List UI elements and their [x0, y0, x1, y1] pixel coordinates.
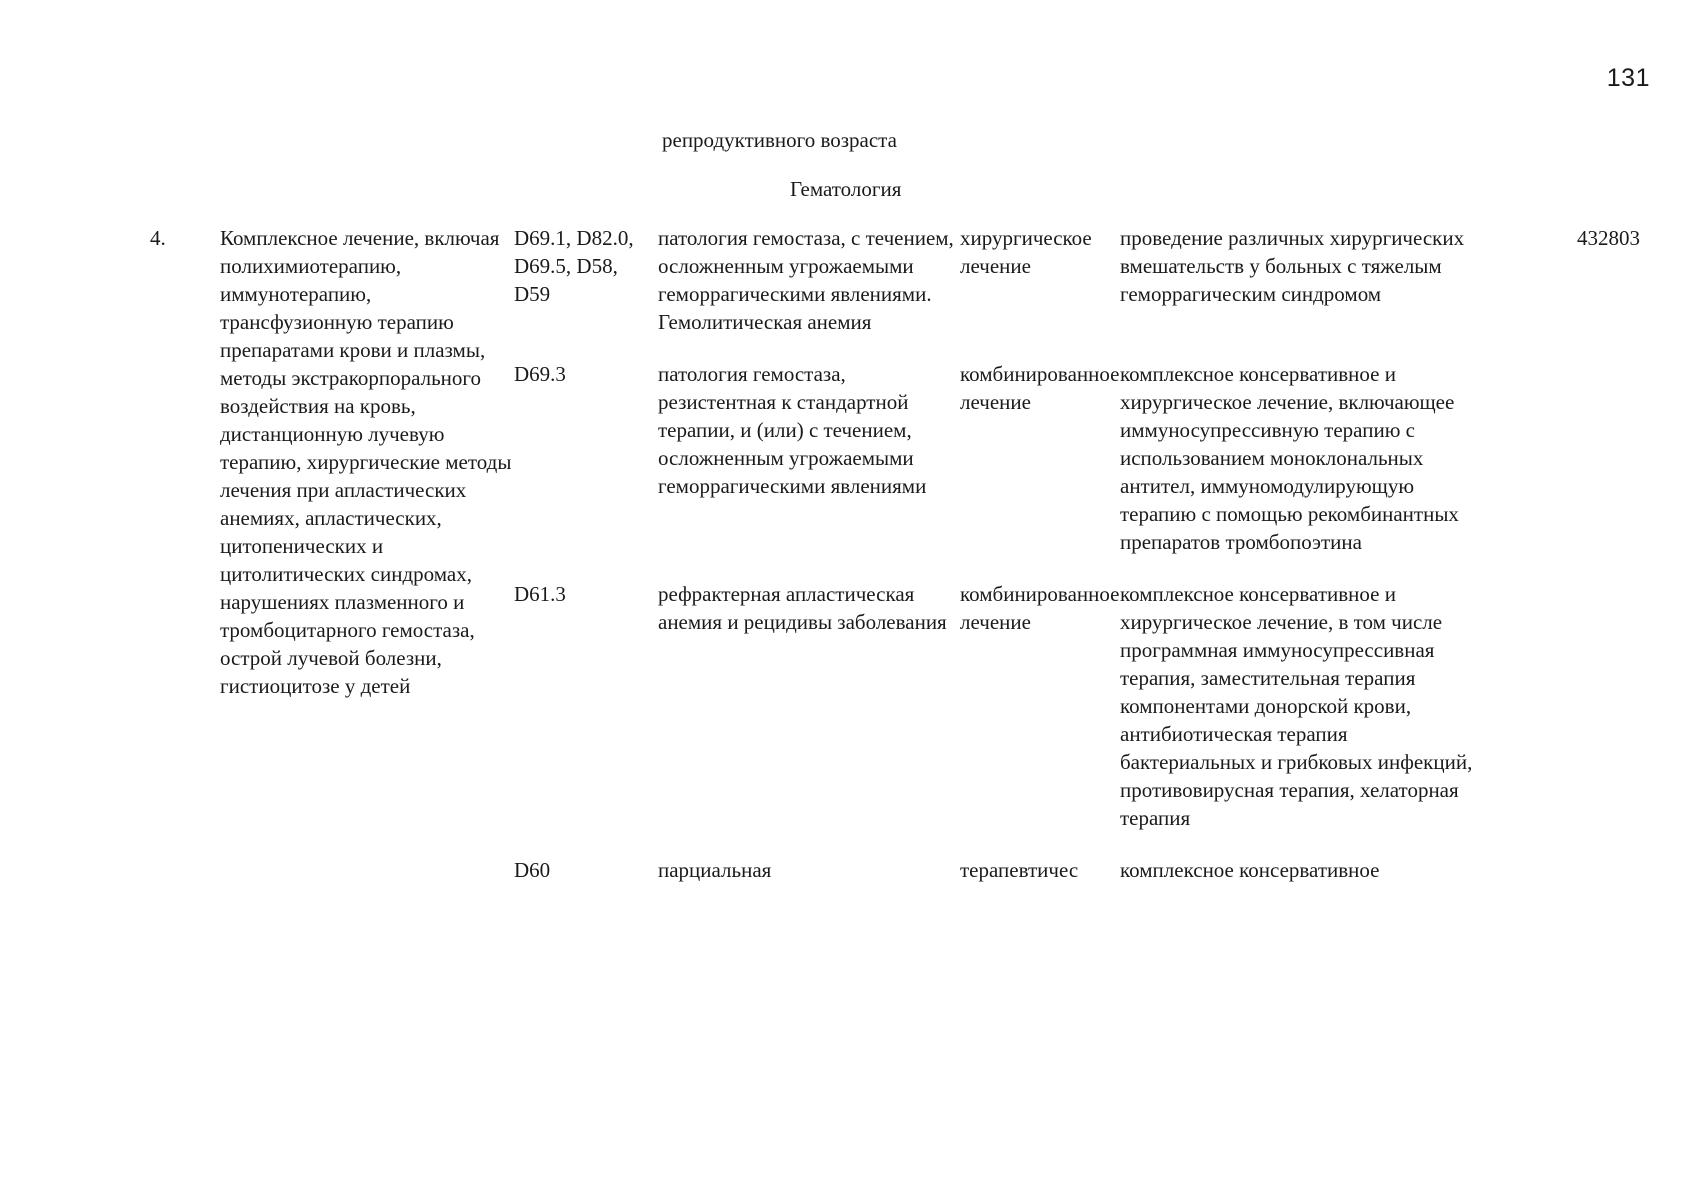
treatment-method: комплексное консервативное и хирургическое лечение, включающее иммуносупрессивную терапию с использованием моноклональных антител, иммуномодулирующую терапию с помощью рекомбинантных препаратов тромбопоэтина [1120, 362, 1459, 554]
carry-over-text: репродуктивного возраста [662, 128, 897, 152]
patient-model: рефрактерная апластическая анемия и рецидивы заболевания [658, 582, 947, 634]
treatment-type: комбинированное лечение [960, 362, 1120, 414]
patient-model: патология гемостаза, резистентная к стандартной терапии, и (или) с течением, осложненным угрожаемыми геморрагическими явлениями [658, 362, 927, 498]
treatment-method: проведение различных хирургических вмешательств у больных с тяжелым геморрагическим синдромом [1120, 226, 1465, 306]
treatment-type: терапевтичес [960, 858, 1079, 882]
entry-number: 4. [150, 226, 166, 250]
section-heading: Гематология [790, 177, 902, 201]
entry-cost: 432803 [1577, 226, 1640, 250]
table-row [136, 224, 1698, 360]
treatment-type: хирургическое лечение [960, 226, 1092, 278]
patient-model: парциальная [658, 858, 772, 882]
diagnosis-codes: D69.1, D82.0, D69.5, D58, D59 [514, 226, 634, 306]
diagnosis-codes: D61.3 [514, 582, 566, 606]
diagnosis-codes: D60 [514, 858, 551, 882]
entry-name: Комплексное лечение, включая полихимиотерапию, иммунотерапию, трансфузионную терапию препаратами крови и плазмы, методы экстракорпорального воздействия на кровь, дистанционную лучевую терапию, хирургические методы лечения при апластических анемиях, апластических, цитопенических и цитолитических синдромах, нарушениях плазменного и тромбоцитарного гемостаза, острой лучевой болезни, гистиоцитозе у детей [220, 226, 512, 698]
treatment-type: комбинированное лечение [960, 582, 1120, 634]
diagnosis-codes: D69.3 [514, 362, 566, 386]
page-number: 131 [1606, 64, 1650, 92]
patient-model: патология гемостаза, с течением, осложненным угрожаемыми геморрагическими явлениями. Гемолитическая анемия [658, 226, 954, 334]
treatment-method: комплексное консервативное и хирургическое лечение, в том числе программная иммуносупрессивная терапия, заместительная терапия компонентами донорской крови, антибиотическая терапия бактериальных и грибковых инфекций, противовирусная терапия, хелаторная терапия [1120, 582, 1473, 830]
treatment-table [136, 224, 1698, 884]
treatment-method: комплексное консервативное [1120, 858, 1380, 882]
